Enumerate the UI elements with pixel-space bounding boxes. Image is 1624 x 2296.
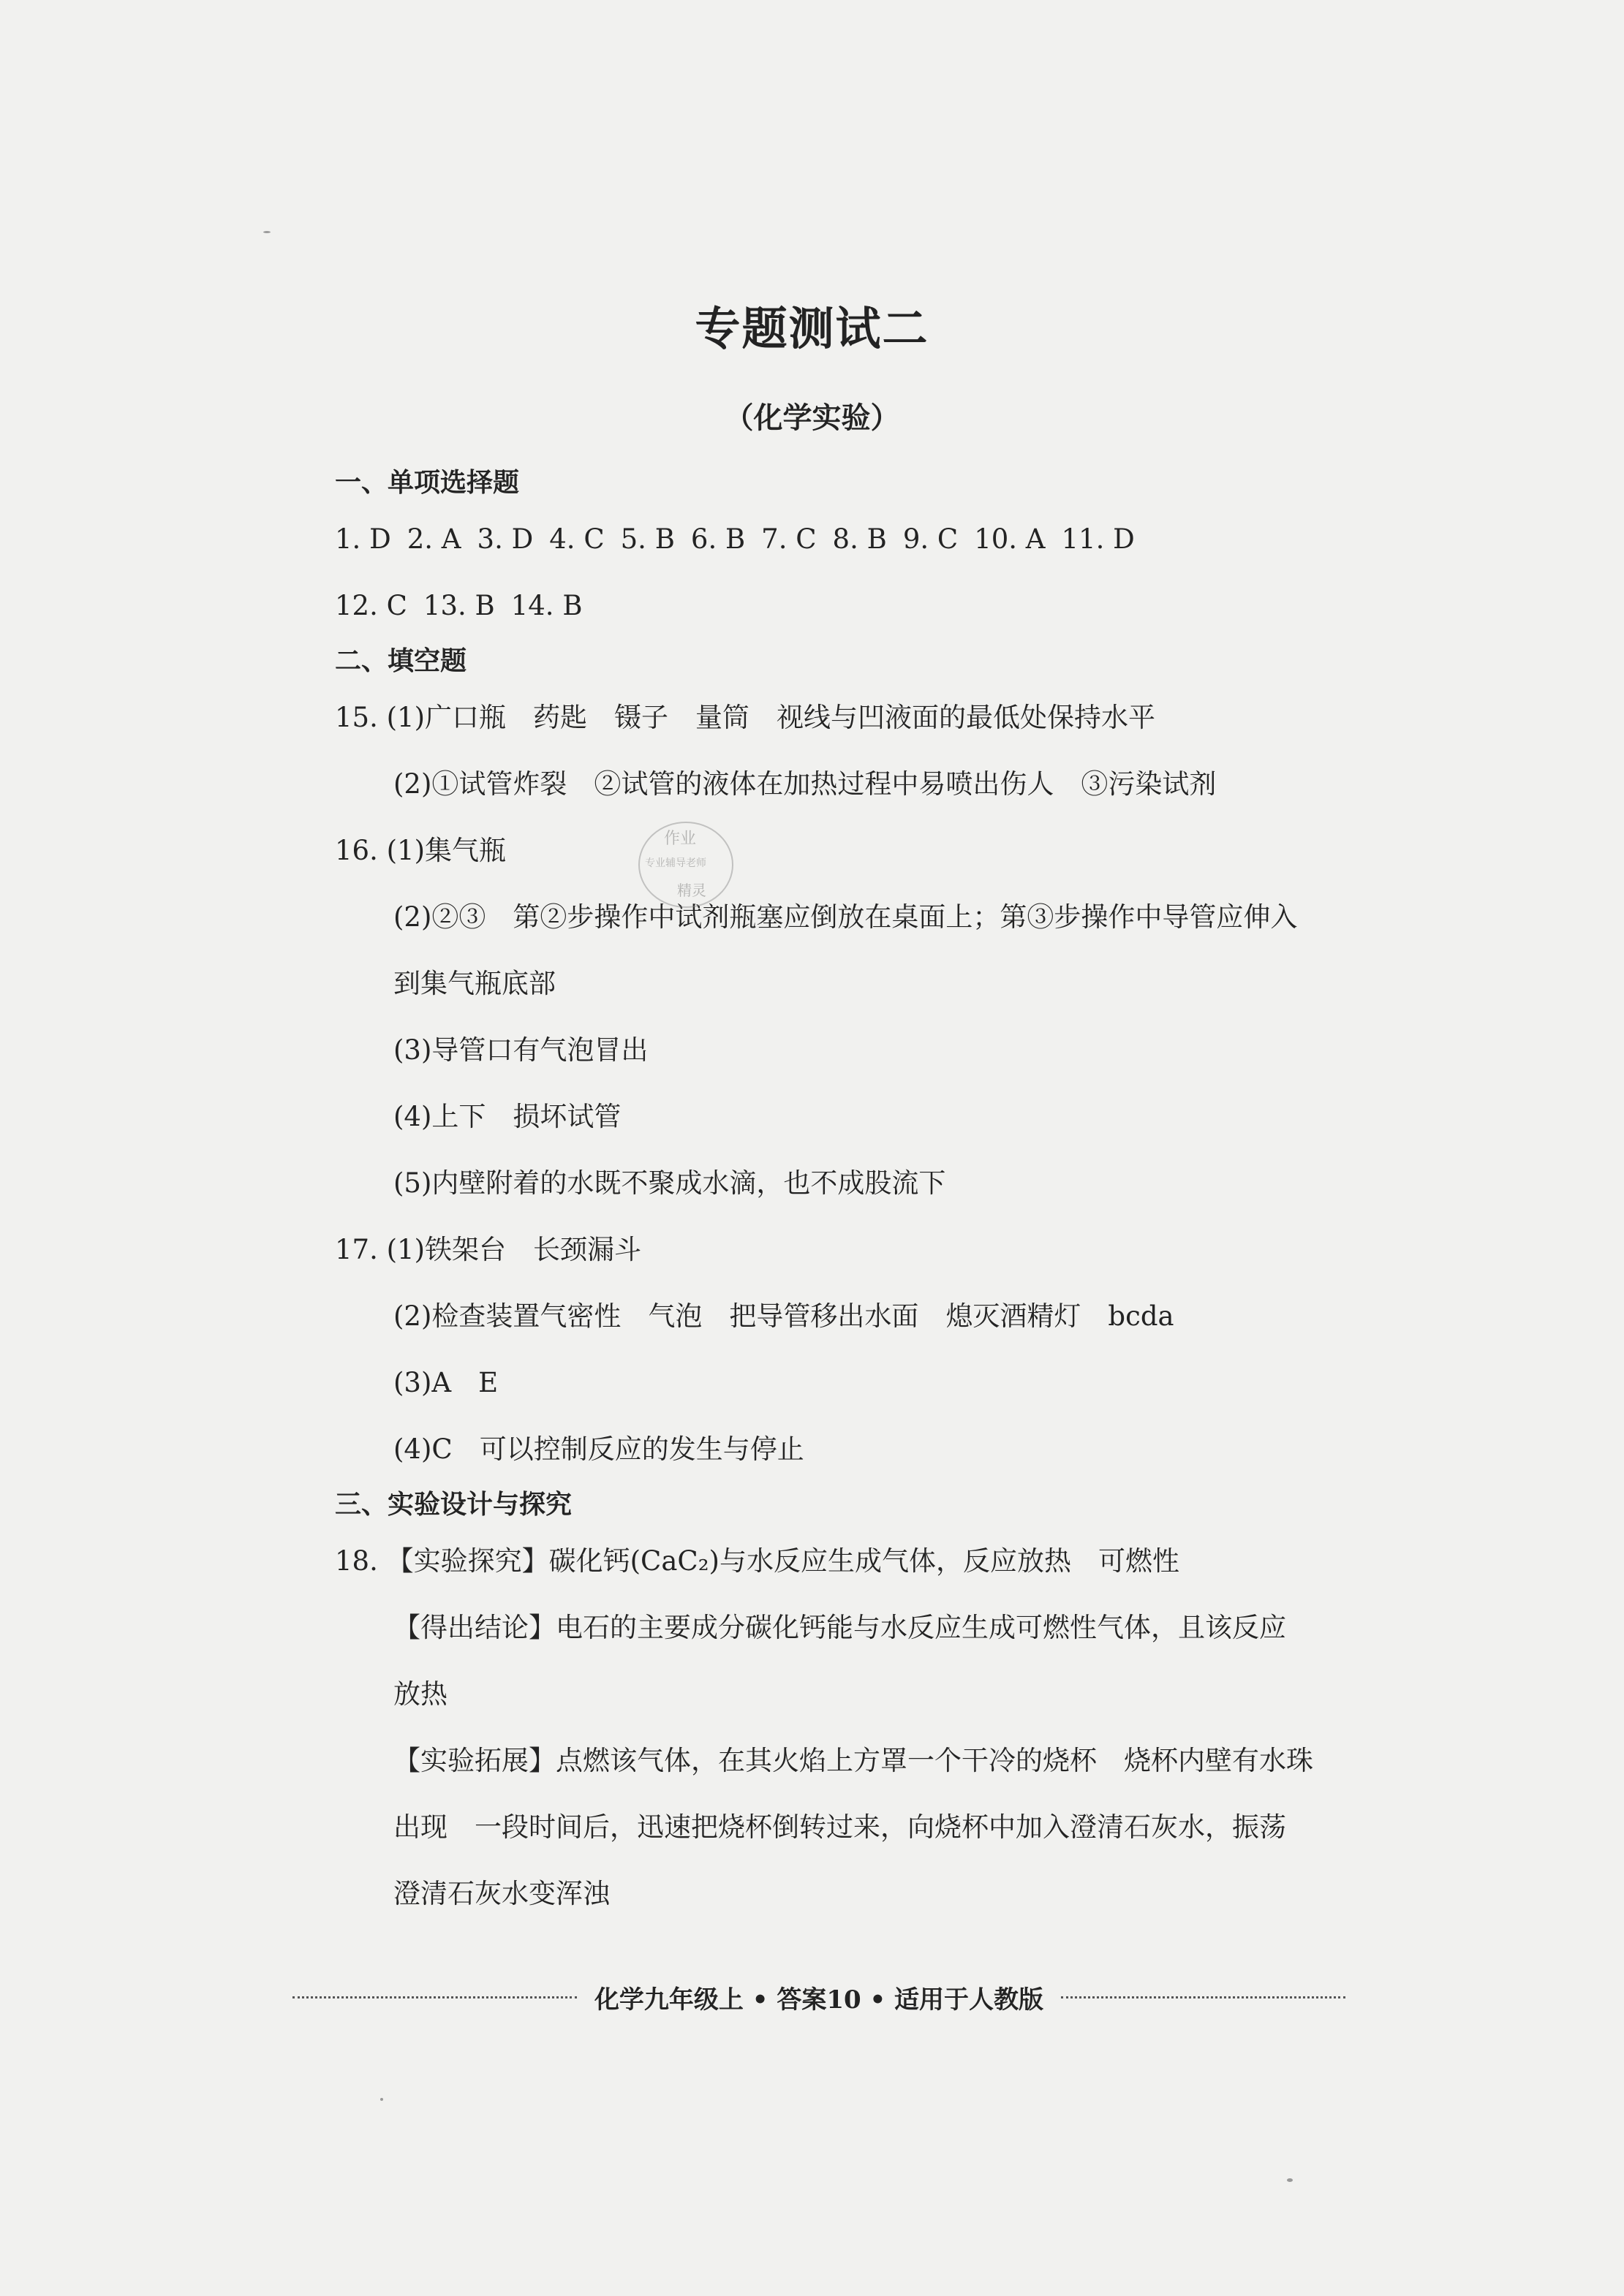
mc-answer: 8. B	[832, 523, 887, 555]
q18-line: 【实验拓展】点燃该气体，在其火焰上方罩一个干冷的烧杯 烧杯内壁有水珠	[393, 1745, 1313, 1776]
mc-answer: 4. C	[549, 523, 605, 555]
q18-line: 【得出结论】电石的主要成分碳化钙能与水反应生成可燃性气体，且该反应	[393, 1612, 1286, 1643]
footer-divider-left	[292, 1996, 577, 1998]
footer-text: 化学九年级上 • 答案10 • 适用于人教版	[594, 1985, 1044, 2015]
q16-line: 16. (1)集气瓶	[335, 835, 507, 866]
section-heading-multiple-choice: 一、单项选择题	[335, 468, 520, 498]
watermark-stamp	[635, 817, 737, 912]
q18-line: 出现 一段时间后，迅速把烧杯倒转过来，向烧杯中加入澄清石灰水，振荡	[393, 1811, 1286, 1843]
q17-line: (3)A E	[393, 1367, 499, 1398]
scan-speck	[380, 2098, 383, 2101]
stamp-text: 精灵	[677, 882, 706, 899]
mc-answer: 6. B	[690, 523, 746, 555]
mc-answer-row-2	[335, 572, 1359, 639]
q16-line: (2)②③ 第②步操作中试剂瓶塞应倒放在桌面上；第③步操作中导管应伸入	[393, 901, 1298, 933]
q18-line: 放热	[393, 1678, 447, 1710]
mc-answer: 11. D	[1061, 523, 1135, 555]
mc-answer: 9. C	[902, 523, 959, 555]
section-heading-fill-blank: 二、填空题	[335, 646, 467, 676]
scan-speck	[1287, 2178, 1293, 2182]
page-footer	[292, 1979, 1345, 2015]
mc-answer: 5. B	[620, 523, 675, 555]
page-subtitle: （化学实验）	[724, 401, 900, 435]
q17-line: (4)C 可以控制反应的发生与停止	[393, 1433, 804, 1465]
mc-answer: 12. C	[335, 590, 407, 621]
q15-line: (2)①试管炸裂 ②试管的液体在加热过程中易喷出伤人 ③污染试剂	[393, 768, 1217, 800]
mc-answer: 14. B	[510, 590, 583, 621]
answer-content	[335, 461, 1359, 1927]
q17-line: (2)检查装置气密性 气泡 把导管移出水面 熄灭酒精灯 bcda	[393, 1300, 1174, 1332]
mc-answer: 1. D	[335, 523, 391, 555]
q16-line: (4)上下 损坏试管	[393, 1101, 622, 1132]
stamp-text: 专业辅导老师	[645, 857, 706, 869]
mc-answer: 7. C	[761, 523, 817, 555]
footer-divider-right	[1061, 1996, 1345, 1998]
mc-answer: 3. D	[477, 523, 534, 555]
q16-line: (3)导管口有气泡冒出	[393, 1034, 649, 1066]
stamp-text: 作业	[664, 830, 697, 848]
q15-line: 15. (1)广口瓶 药匙 镊子 量筒 视线与凹液面的最低处保持水平	[335, 702, 1156, 733]
q16-line: 到集气瓶底部	[393, 968, 556, 999]
q17-line: 17. (1)铁架台 长颈漏斗	[335, 1234, 642, 1265]
mc-answer: 13. B	[423, 590, 495, 621]
mc-answer-row-1	[335, 506, 1359, 572]
q16-line: (5)内壁附着的水既不聚成水滴，也不成股流下	[393, 1167, 946, 1199]
q18-line: 18. 【实验探究】碳化钙(CaC₂)与水反应生成气体，反应放热 可燃性	[335, 1545, 1179, 1577]
q18-line: 澄清石灰水变浑浊	[393, 1878, 610, 1909]
mc-answer: 10. A	[974, 523, 1046, 555]
mc-answer: 2. A	[407, 523, 461, 555]
section-heading-experiment: 三、实验设计与探究	[335, 1490, 573, 1520]
scan-speck	[263, 231, 271, 233]
page-title: 专题测试二	[695, 302, 929, 355]
